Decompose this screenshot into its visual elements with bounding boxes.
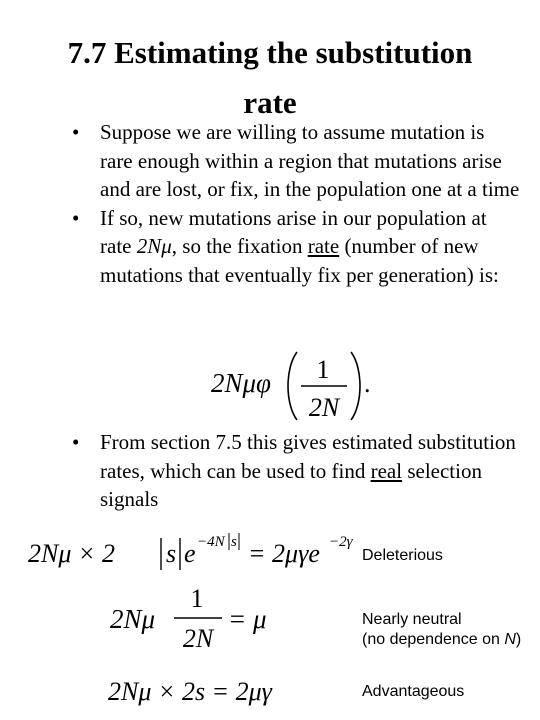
label-advantageous: Advantageous	[362, 683, 465, 700]
bullet-list-2	[72, 428, 520, 514]
neutral-denominator: 2N	[182, 624, 214, 653]
bullet-text-section-pre: From section 7.5 this gives estimated substitution rates, which can be used to find	[100, 430, 516, 483]
inline-rate-math: 2Nμ	[136, 234, 172, 258]
bullet-text-section-post: selection signals	[100, 458, 482, 511]
label-nearly-neutral	[362, 610, 521, 650]
fixation-denominator: 2N	[308, 393, 340, 422]
fixation-suffix: .	[364, 369, 371, 398]
label-neutral-line1: Nearly neutral	[362, 611, 462, 628]
bullet-text-fixation-post: (number of new mutations that eventually fix per generation) is:	[100, 234, 499, 287]
deleterious-rhs-exp: −2γ	[329, 534, 353, 550]
label-neutral-N: N	[504, 631, 516, 648]
neutral-equation	[110, 580, 280, 654]
neutral-rhs: = μ	[228, 604, 267, 634]
neutral-lhs: 2Nμ	[110, 604, 156, 634]
deleterious-e: e	[184, 539, 196, 568]
label-neutral-line2	[362, 630, 521, 650]
fixation-numerator: 1	[316, 355, 330, 384]
right-paren	[351, 352, 360, 420]
fixation-rate-equation	[205, 346, 375, 426]
deleterious-equation	[28, 528, 358, 578]
neutral-numerator: 1	[190, 584, 204, 613]
underlined-rate-word: rate	[307, 234, 340, 258]
label-deleterious: Deleterious	[362, 547, 443, 564]
fixation-prefix: 2Nμφ	[211, 368, 271, 398]
bullet-text-fixation-pre: If so, new mutations arise in our population at rate	[100, 205, 487, 258]
deleterious-s: s	[166, 539, 177, 568]
deleterious-lhs: 2Nμ × 2	[28, 539, 115, 568]
label-neutral-pre: (no dependence on	[362, 631, 505, 648]
title-line-2: rate	[243, 85, 297, 120]
bullet-icon: •	[72, 120, 80, 144]
deleterious-exp-prefix: −4N	[197, 534, 225, 550]
label-neutral-post: )	[515, 631, 522, 648]
bullet-item-assumption	[72, 118, 520, 204]
bullet-text-assumption: Suppose we are willing to assume mutation is rare enough within a region that mutations arise and are lost, or fix, in the population one at a time	[100, 120, 520, 201]
advantageous-text: 2Nμ × 2s = 2μγ	[108, 677, 272, 706]
bullet-text-fixation-mid: , so the fixation	[171, 234, 308, 258]
bullet-list	[72, 118, 520, 289]
underlined-real-word: real	[370, 458, 403, 483]
advantageous-equation	[108, 670, 328, 714]
slide-title	[0, 28, 540, 128]
bullet-item-section-ref	[72, 428, 520, 514]
left-paren	[288, 352, 297, 420]
title-line-1: 7.7 Estimating the substitution	[67, 35, 473, 70]
bullet-icon: •	[72, 205, 80, 230]
deleterious-exp-s: s	[231, 534, 237, 550]
bullet-icon: •	[72, 430, 80, 454]
bullet-item-fixation-rate	[72, 204, 520, 290]
deleterious-rhs: = 2μγe	[248, 539, 320, 568]
